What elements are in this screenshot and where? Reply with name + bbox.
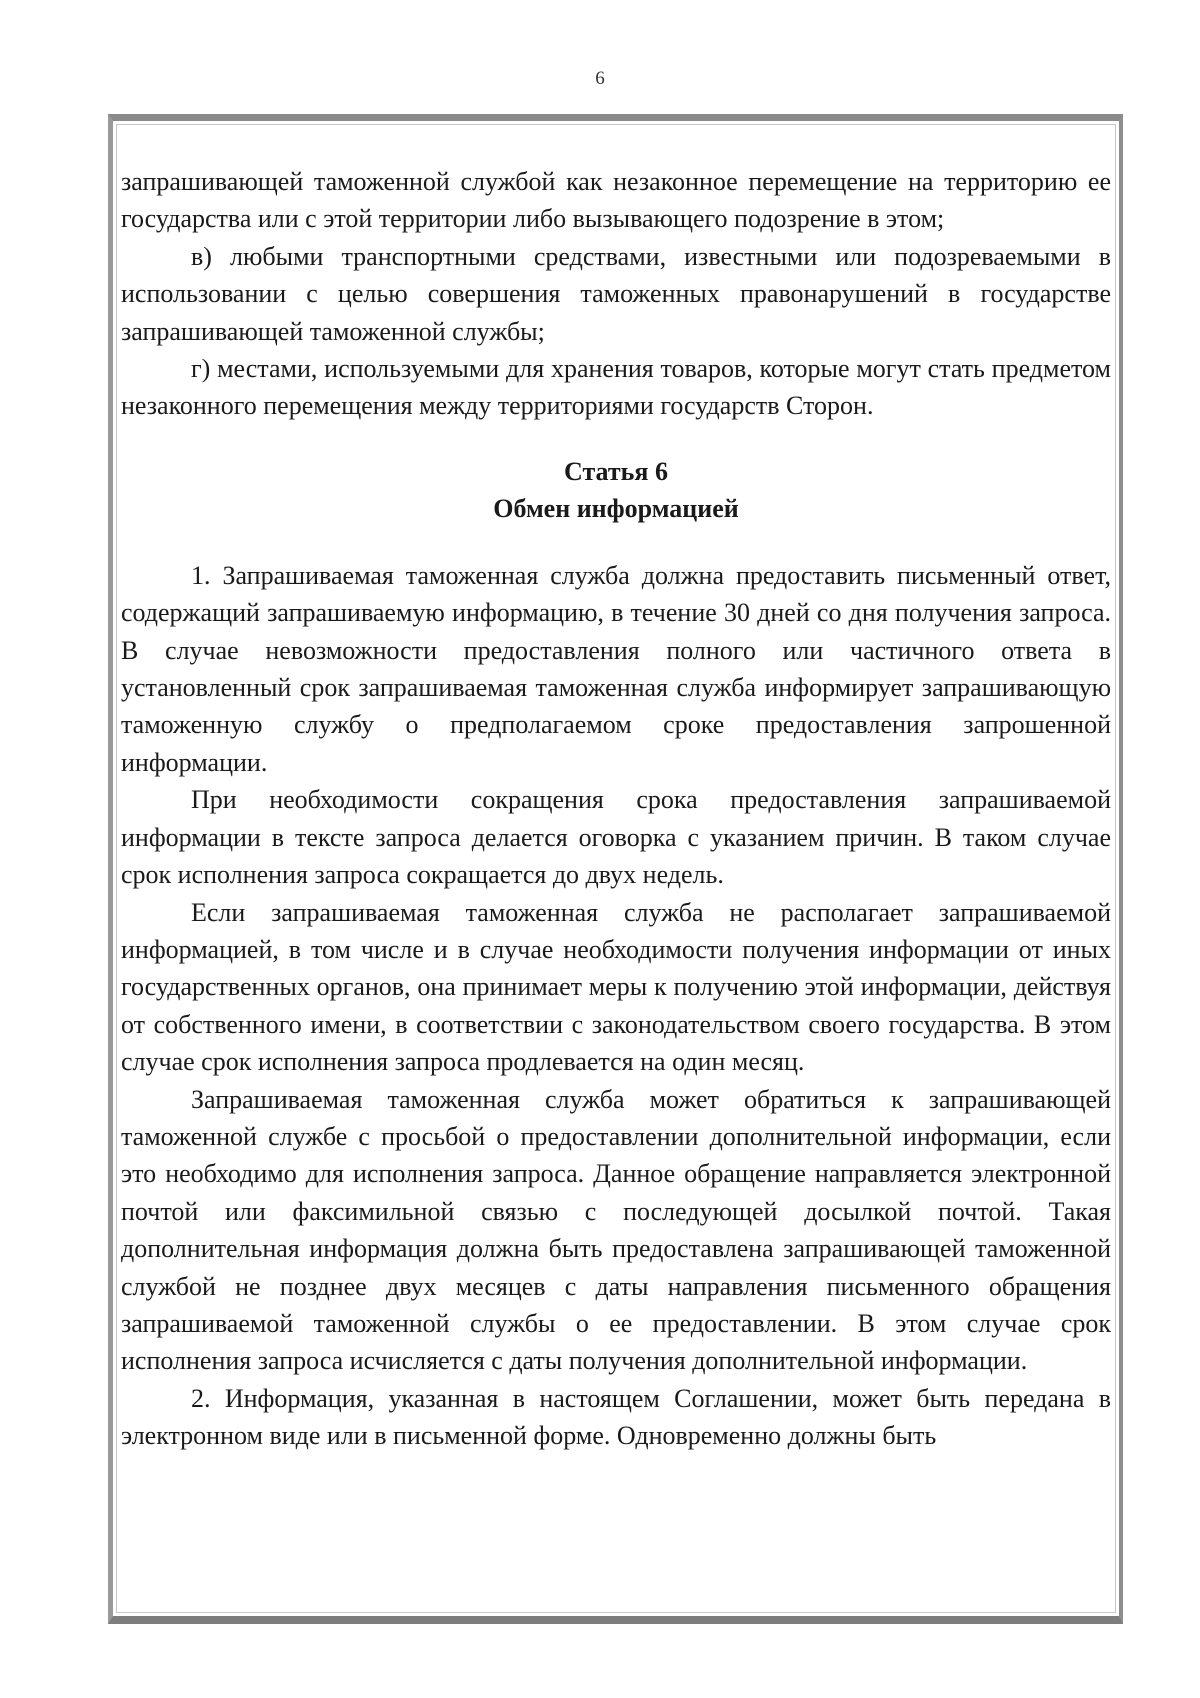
article-number: Статья 6 xyxy=(564,456,668,486)
document-body xyxy=(121,163,1111,1455)
page-number: 6 xyxy=(595,68,605,89)
continuation-paragraph: запрашивающей таможенной службой как незаконное перемещение на территорию ее государства или с этой территории либо вызывающего подозрение в этом; xyxy=(121,167,1111,234)
article-heading xyxy=(121,453,1111,527)
paragraph-4: Запрашиваемая таможенная служба может обратиться к запрашивающей таможенной службе с просьбой о предоставлении дополнительной информации, если это необходимо для исполнения запроса. Данное обращение направляется электронной почтой или факсимильной связью с последующей досылкой почтой. Такая дополнительная информация должна быть предоставлена запрашивающей таможенной службой не позднее двух месяцев с даты направления письменного обращения запрашиваемой таможенной службы о ее предоставлении. В этом случае срок исполнения запроса исчисляется с даты получения дополнительной информации. xyxy=(121,1084,1111,1376)
list-item-g: г) местами, используемыми для хранения товаров, которые могут стать предметом незаконного перемещения между территориями государств Сторон. xyxy=(121,354,1111,421)
paragraph-2: При необходимости сокращения срока предоставления запрашиваемой информации в тексте запроса делается оговорка с указанием причин. В таком случае срок исполнения запроса сокращается до двух недель. xyxy=(121,785,1111,890)
paragraph-1: 1. Запрашиваемая таможенная служба должна предоставить письменный ответ, содержащий запрашиваемую информацию, в течение 30 дней со дня получения запроса. В случае невозможности предоставления полного или частичного ответа в установленный срок запрашиваемая таможенная служба информирует запрашивающую таможенную службу о предполагаемом сроке предоставления запрошенной информации. xyxy=(121,560,1111,777)
article-title: Обмен информацией xyxy=(493,493,739,523)
document-frame xyxy=(108,114,1123,1624)
paragraph-3: Если запрашиваемая таможенная служба не располагает запрашиваемой информацией, в том числе и в случае необходимости получения информации от иных государственных органов, она принимает меры к получению этой информации, действуя от собственного имени, в соответствии с законодательством своего государства. В этом случае срок исполнения запроса продлевается на один месяц. xyxy=(121,897,1111,1077)
list-item-v: в) любыми транспортными средствами, известными или подозреваемыми в использовании с целью совершения таможенных правонарушений в государстве запрашивающей таможенной службы; xyxy=(121,241,1111,346)
paragraph-5: 2. Информация, указанная в настоящем Соглашении, может быть передана в электронном виде или в письменной форме. Одновременно должны быть xyxy=(121,1383,1111,1451)
